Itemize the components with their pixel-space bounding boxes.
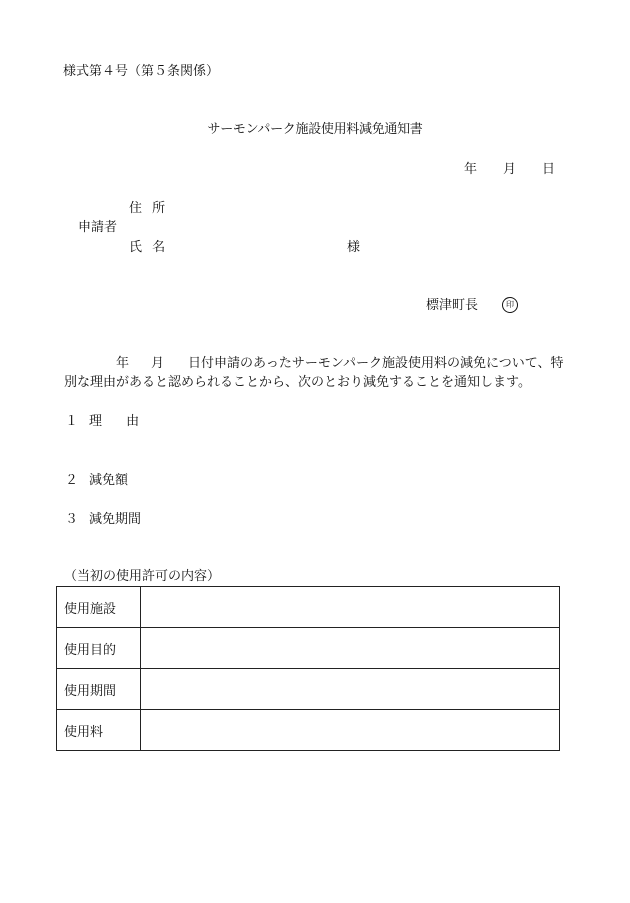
- table-row: [57, 669, 560, 710]
- body-line-2: 別な理由があると認められることから、次のとおり減免することを通知します。: [64, 375, 531, 390]
- row-label: 使用期間: [57, 669, 141, 710]
- document-title: サーモンパーク施設使用料減免通知書: [207, 122, 423, 137]
- seal-icon: 印: [502, 297, 518, 313]
- body-line-1-text: 日付申請のあったサーモンパーク施設使用料の減免について、特: [188, 356, 564, 371]
- item-label: 減免額: [89, 473, 129, 488]
- table-row: [57, 628, 560, 669]
- body-year-label: 年: [116, 356, 130, 371]
- address-label: 住 所: [129, 201, 166, 216]
- permit-details-table: [56, 586, 560, 751]
- applicant-label: 申請者: [78, 220, 118, 235]
- item-number: ３: [65, 512, 79, 527]
- form-number: 様式第４号（第５条関係）: [63, 64, 220, 79]
- row-value: [141, 628, 560, 669]
- table-row: [57, 710, 560, 751]
- date-month-label: 月: [503, 162, 517, 177]
- date-year-label: 年: [464, 162, 478, 177]
- item-label: 理 由: [89, 414, 140, 429]
- row-label: 使用施設: [57, 587, 141, 628]
- item-reduction-amount: [65, 473, 128, 489]
- item-label: 減免期間: [89, 512, 142, 527]
- body-line-1: [64, 356, 563, 372]
- item-reason: [65, 414, 139, 430]
- row-value: [141, 669, 560, 710]
- row-label: 使用料: [57, 710, 141, 751]
- item-reduction-period: [65, 512, 141, 528]
- row-label: 使用目的: [57, 628, 141, 669]
- item-number: ２: [65, 473, 79, 488]
- row-value: [141, 710, 560, 751]
- honorific-sama: 様: [347, 240, 361, 255]
- body-month-label: 月: [151, 356, 165, 371]
- row-value: [141, 587, 560, 628]
- issuer-title: 標津町長: [426, 298, 479, 313]
- table-row: [57, 587, 560, 628]
- table-caption: （当初の使用許可の内容）: [64, 569, 221, 584]
- name-label: 氏 名: [129, 240, 166, 255]
- item-number: １: [65, 414, 79, 429]
- date-day-label: 日: [542, 162, 556, 177]
